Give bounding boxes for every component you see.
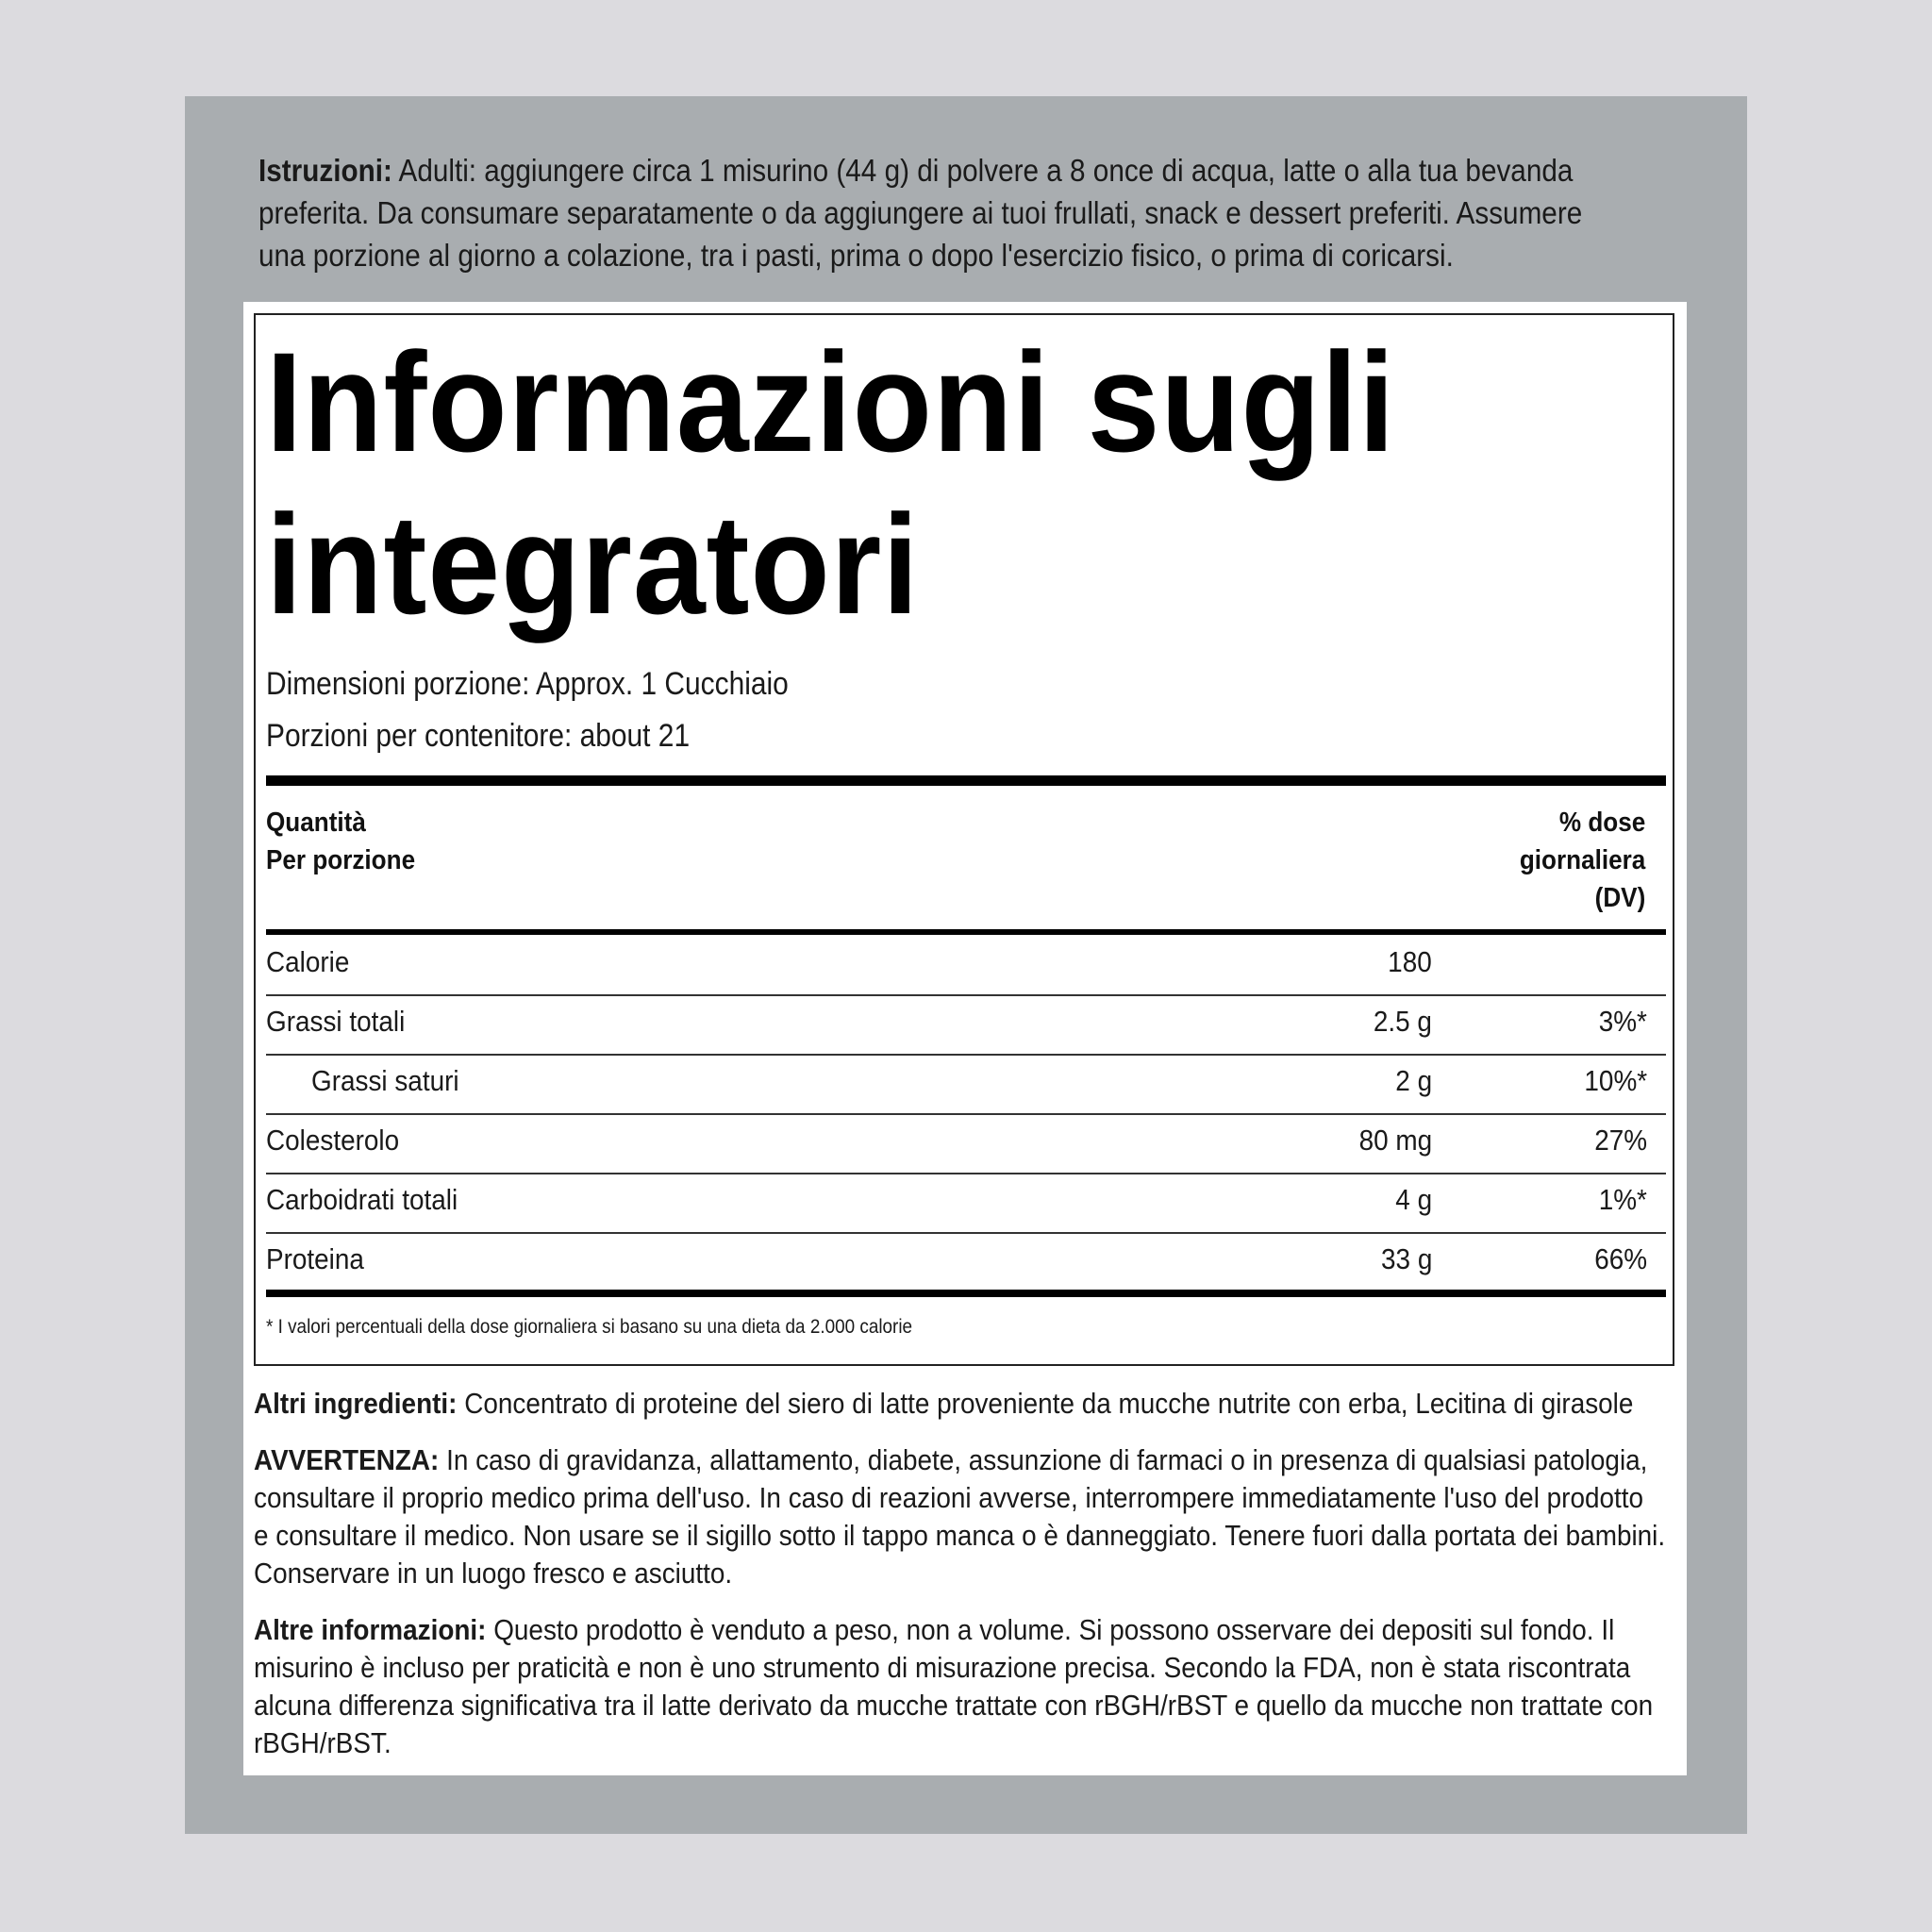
header-per-serving: Per porzione	[266, 845, 416, 875]
warning-line-1: In caso di gravidanza, allattamento, diabete, assunzione di farmaci o in presenza di qualsiasi patologia,	[439, 1443, 1648, 1476]
nutrient-amount: 33 g	[1380, 1242, 1432, 1275]
other-info-label: Altre informazioni:	[254, 1613, 487, 1646]
table-row	[266, 1171, 1666, 1229]
nutrient-amount: 2.5 g	[1373, 1005, 1432, 1038]
nutrient-amount: 180	[1388, 945, 1432, 978]
nutrient-amount: 2 g	[1395, 1064, 1432, 1097]
nutrient-name: Colesterolo	[266, 1124, 400, 1157]
serving-size: Dimensioni porzione: Approx. 1 Cucchiaio	[266, 666, 789, 702]
nutrient-name: Grassi totali	[266, 1005, 406, 1038]
nutrient-dv: 10%*	[1584, 1064, 1647, 1097]
header-dv-2: giornaliera	[1519, 845, 1645, 875]
warning-line-3: e consultare il medico. Non usare se il sigillo sotto il tappo manca o è danneggiato. Tenere fuori dalla portata dei bambini.	[254, 1519, 1666, 1552]
nutrient-amount: 4 g	[1395, 1183, 1432, 1216]
directions-line-1: Adulti: aggiungere circa 1 misurino (44 g) di polvere a 8 once di acqua, latte o alla tua bevanda	[391, 153, 1574, 188]
nutrient-dv: 3%*	[1598, 1005, 1647, 1038]
warning-line-2: consultare il proprio medico prima dell'uso. In caso di reazioni avverse, interrompere immediatamente l'uso del prodotto	[254, 1481, 1644, 1514]
title-line-1: Informazioni sugli	[266, 323, 1396, 481]
thick-rule-bottom	[266, 1290, 1666, 1297]
directions-line-3: una porzione al giorno a colazione, tra i pasti, prima o dopo l'esercizio fisico, o prima di coricarsi.	[258, 238, 1454, 273]
nutrient-name: Carboidrati totali	[266, 1183, 458, 1216]
other-info-line-4: rBGH/rBST.	[254, 1726, 391, 1759]
nutrient-dv: 27%	[1594, 1124, 1647, 1157]
table-row	[266, 1111, 1666, 1170]
nutrient-amount: 80 mg	[1358, 1124, 1432, 1157]
nutrient-name: Calorie	[266, 945, 350, 978]
table-row	[266, 933, 1666, 991]
daily-value-header	[1520, 804, 1645, 917]
warning-line-4: Conservare in un luogo fresco e asciutto.	[254, 1557, 733, 1590]
table-row	[266, 1052, 1666, 1110]
other-info-section	[254, 1611, 1653, 1762]
other-info-line-1: Questo prodotto è venduto a peso, non a volume. Si possono osservare dei depositi sul fondo. Il	[486, 1613, 1615, 1646]
other-ingredients-section	[254, 1385, 1633, 1423]
directions-label: Istruzioni:	[258, 153, 392, 188]
directions-section	[258, 149, 1583, 276]
nutrient-name: Proteina	[266, 1242, 364, 1275]
nutrient-dv: 1%*	[1598, 1183, 1647, 1216]
warning-label: AVVERTENZA:	[254, 1443, 440, 1476]
other-info-line-3: alcuna differenza significativa tra il latte derivato da mucche trattate con rBGH/rBST e quello da mucche non trattate con	[254, 1689, 1654, 1722]
directions-line-2: preferita. Da consumare separatamente o da aggiungere ai tuoi frullati, snack e dessert preferiti. Assumere	[258, 195, 1583, 230]
nutrient-name: Grassi saturi	[311, 1064, 459, 1097]
thick-rule-top	[266, 775, 1666, 786]
table-row	[266, 1230, 1666, 1289]
servings-per-container: Porzioni per contenitore: about 21	[266, 718, 691, 754]
nutrient-dv: 66%	[1594, 1242, 1647, 1275]
warning-section	[254, 1441, 1665, 1592]
other-ingredients-label: Altri ingredienti:	[254, 1387, 458, 1420]
other-ingredients-text: Concentrato di proteine del siero di latte proveniente da mucche nutrite con erba, Lecitina di girasole	[457, 1387, 1634, 1420]
header-quantity: Quantità	[266, 808, 366, 838]
header-dv-3: (DV)	[1594, 883, 1645, 913]
header-dv-1: % dose	[1558, 808, 1645, 838]
other-info-line-2: misurino è incluso per praticità e non è uno strumento di misurazione precisa. Secondo la FDA, non è stata riscontrata	[254, 1651, 1631, 1684]
table-row	[266, 992, 1666, 1051]
title-line-2: integratori	[266, 485, 920, 643]
supplement-facts-title	[266, 321, 1395, 645]
amount-per-serving-header	[266, 804, 415, 879]
daily-value-footnote: * I valori percentuali della dose giornaliera si basano su una dieta da 2.000 calorie	[266, 1316, 913, 1338]
